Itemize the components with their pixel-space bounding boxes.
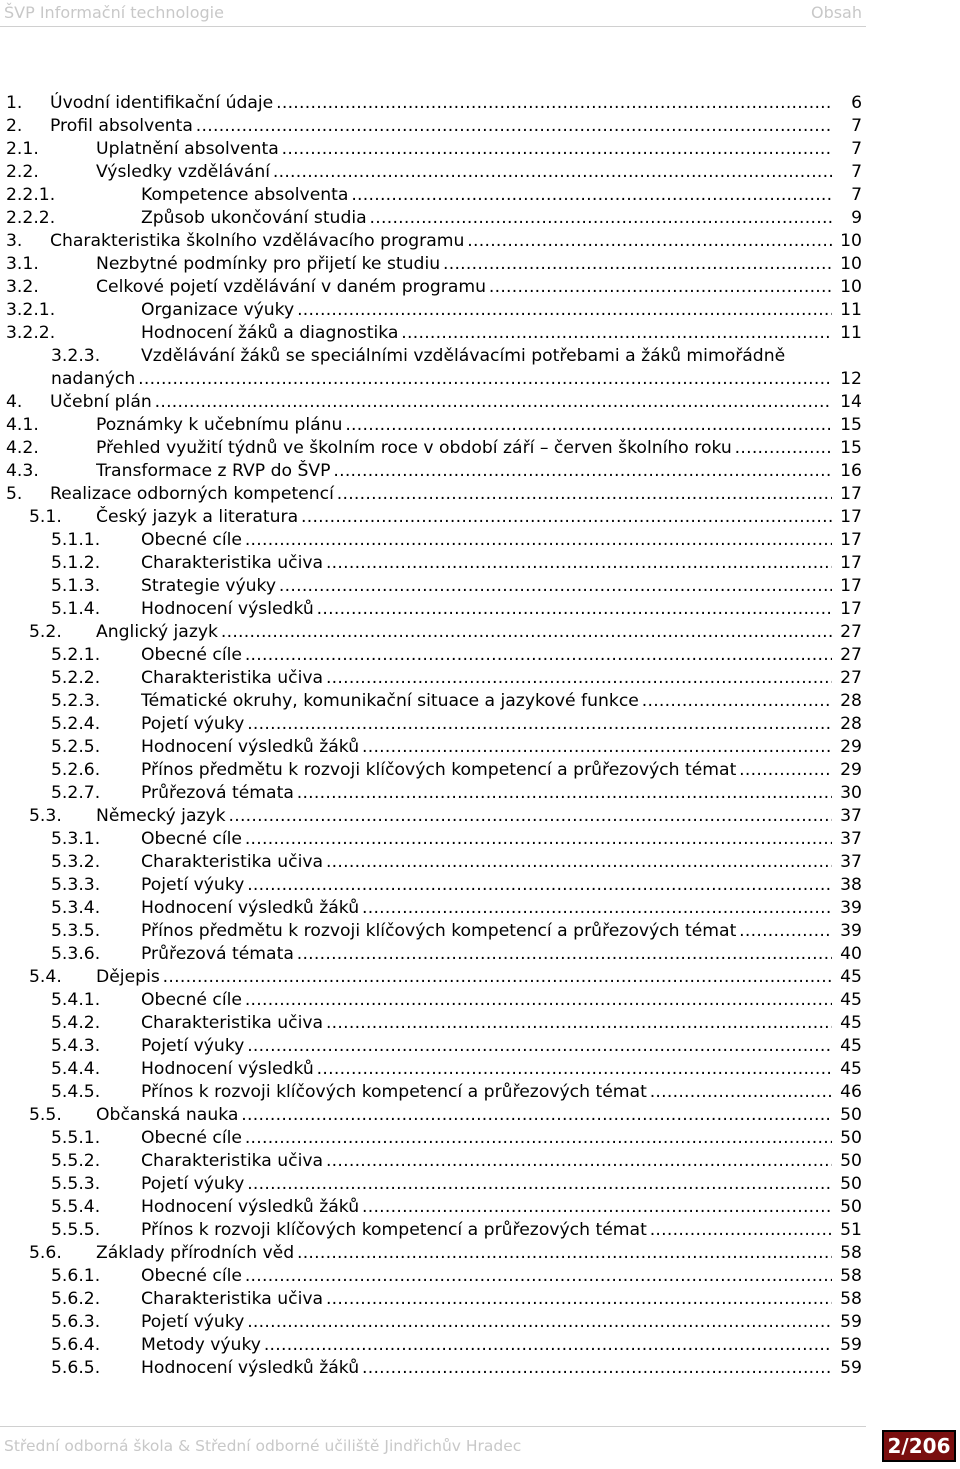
toc-entry-title: Hodnocení žáků a diagnostika . . . <box>141 322 832 345</box>
toc-entry-number: 5.5. <box>29 1105 62 1125</box>
toc-entry[interactable] <box>0 230 862 253</box>
toc-entry-page: 7 <box>847 161 862 184</box>
toc-entry[interactable] <box>0 1288 862 1311</box>
toc-entry[interactable] <box>0 437 862 460</box>
toc-entry-page: 17 <box>836 529 862 552</box>
toc-entry-number: 5.5.1. <box>51 1128 101 1148</box>
toc-entry-page: 38 <box>836 874 862 897</box>
toc-entry[interactable] <box>0 690 862 713</box>
toc-entry[interactable] <box>0 1081 862 1104</box>
toc-entry[interactable] <box>0 598 862 621</box>
toc-entry-title: Vzdělávání žáků se speciálními vzdělávacími potřebami a žáků mimořádně <box>141 346 786 366</box>
toc-entry-page: 40 <box>836 943 862 966</box>
toc-entry-number: 5.4.2. <box>51 1013 101 1033</box>
toc-entry-title: Přínos k rozvoji klíčových kompetencí a průřezových témat . . . <box>141 1081 832 1104</box>
toc-entry-page: 17 <box>836 506 862 529</box>
toc-entry-title: Občanská nauka . . . <box>96 1104 832 1127</box>
toc-entry-page: 7 <box>847 184 862 207</box>
toc-entry-title: Průřezová témata . . . <box>141 782 832 805</box>
page-counter: 2/206 <box>882 1430 956 1462</box>
toc-entry-page: 29 <box>836 736 862 759</box>
toc-entry[interactable] <box>0 1104 862 1127</box>
toc-entry[interactable] <box>0 483 862 506</box>
toc-entry-title: Úvodní identifikační údaje . . . <box>50 92 832 115</box>
toc-entry-page: 58 <box>836 1265 862 1288</box>
toc-entry[interactable] <box>0 782 862 805</box>
toc-entry-title: Uplatnění absolventa . . . <box>96 138 832 161</box>
toc-entry-title: Hodnocení výsledků žáků . . . <box>141 736 832 759</box>
toc-entry-title: Celkové pojetí vzdělávání v daném programu . . . <box>96 276 832 299</box>
toc-entry-title: Hodnocení výsledků žáků . . . <box>141 1196 832 1219</box>
toc-entry-title: Přínos předmětu k rozvoji klíčových kompetencí a průřezových témat . . . <box>141 920 832 943</box>
toc-entry-title: Způsob ukončování studia . . . <box>141 207 832 230</box>
toc-entry-number: 1. <box>6 93 23 113</box>
toc-entry[interactable] <box>0 1196 862 1219</box>
toc-entry[interactable] <box>0 506 862 529</box>
toc-entry-title: Obecné cíle . . . <box>141 1127 832 1150</box>
toc-entry-title: Charakteristika učiva . . . <box>141 552 832 575</box>
toc-entry-title: Charakteristika učiva . . . <box>141 667 832 690</box>
toc-entry-page: 7 <box>847 115 862 138</box>
toc-entry-number: 5. <box>6 484 23 504</box>
toc-entry-page: 39 <box>836 920 862 943</box>
toc-entry[interactable] <box>0 1334 862 1357</box>
toc-entry-number: 5.6.1. <box>51 1266 101 1286</box>
toc-entry-title: Tématické okruhy, komunikační situace a jazykové funkce . . . <box>141 690 832 713</box>
toc-entry-title: Hodnocení výsledků žáků . . . <box>141 897 832 920</box>
toc-entry-number: 5.2.4. <box>51 714 101 734</box>
toc-entry-title: Nezbytné podmínky pro přijetí ke studiu . . . <box>96 253 832 276</box>
toc-entry-number: 3.1. <box>6 254 39 274</box>
toc-entry-page: 50 <box>836 1127 862 1150</box>
toc-entry-number: 5.3. <box>29 806 62 826</box>
toc-entry-page: 51 <box>836 1219 862 1242</box>
toc-entry-number: 5.5.2. <box>51 1151 101 1171</box>
toc-entry[interactable] <box>0 1127 862 1150</box>
toc-entry-title: Charakteristika školního vzdělávacího programu . . . <box>50 230 832 253</box>
toc-entry-page: 10 <box>836 276 862 299</box>
toc-entry-page: 45 <box>836 966 862 989</box>
toc-entry-page: 39 <box>836 897 862 920</box>
toc-entry-number: 5.2.3. <box>51 691 101 711</box>
toc-entry-page: 16 <box>836 460 862 483</box>
toc-entry[interactable] <box>0 299 862 322</box>
toc-entry-number: 4. <box>6 392 23 412</box>
toc-entry-title: Anglický jazyk . . . <box>96 621 832 644</box>
toc-entry[interactable] <box>0 345 862 368</box>
toc-entry-title: Metody výuky . . . <box>141 1334 832 1357</box>
toc-entry-page: 29 <box>836 759 862 782</box>
toc-entry-number: 5.6.3. <box>51 1312 101 1332</box>
toc-entry[interactable] <box>0 1265 862 1288</box>
toc-entry[interactable] <box>0 138 862 161</box>
toc-entry-number: 5.4.5. <box>51 1082 101 1102</box>
toc-entry-title: Průřezová témata . . . <box>141 943 832 966</box>
toc-entry-number: 4.3. <box>6 461 39 481</box>
toc-entry-page: 50 <box>836 1196 862 1219</box>
toc-entry-title: Obecné cíle . . . <box>141 644 832 667</box>
toc-entry-number: 5.2.6. <box>51 760 101 780</box>
toc-entry-page: 27 <box>836 667 862 690</box>
toc-entry[interactable] <box>0 943 862 966</box>
toc-entry[interactable] <box>0 1173 862 1196</box>
toc-entry-number: 5.6. <box>29 1243 62 1263</box>
toc-entry[interactable] <box>0 1357 862 1380</box>
toc-entry[interactable] <box>0 1219 862 1242</box>
toc-entry-page: 45 <box>836 1012 862 1035</box>
toc-entry[interactable] <box>0 391 862 414</box>
toc-entry-number: 5.6.4. <box>51 1335 101 1355</box>
toc-entry-number: 5.3.1. <box>51 829 101 849</box>
toc-entry-title: Strategie výuky . . . <box>141 575 832 598</box>
toc-entry-title: Pojetí výuky . . . <box>141 1311 832 1334</box>
toc-entry-number: 2.2. <box>6 162 39 182</box>
toc-entry-number: 5.2. <box>29 622 62 642</box>
toc-entry-number: 4.1. <box>6 415 39 435</box>
toc-entry-page: 30 <box>836 782 862 805</box>
toc-entry[interactable] <box>0 828 862 851</box>
section-title: Obsah <box>810 3 862 22</box>
toc-entry[interactable] <box>0 805 862 828</box>
toc-entry-number: 5.1.4. <box>51 599 101 619</box>
toc-entry-number: 5.3.6. <box>51 944 101 964</box>
toc-entry[interactable] <box>0 851 862 874</box>
toc-entry-title: Přehled využití týdnů ve školním roce v období září – červen školního roku . . . <box>96 437 832 460</box>
toc-entry-number: 5.2.2. <box>51 668 101 688</box>
toc-entry[interactable] <box>0 207 862 230</box>
toc-entry-number: 5.1.3. <box>51 576 101 596</box>
toc-entry[interactable] <box>0 575 862 598</box>
toc-entry-page: 50 <box>836 1104 862 1127</box>
toc-entry-number: 5.5.5. <box>51 1220 101 1240</box>
toc-entry-title: Výsledky vzdělávání . . . <box>96 161 832 184</box>
toc-entry-title: Pojetí výuky . . . <box>141 713 832 736</box>
toc-entry-title: Organizace výuky . . . <box>141 299 832 322</box>
toc-entry[interactable] <box>0 966 862 989</box>
toc-entry-page: 6 <box>847 92 862 115</box>
toc-entry-page: 17 <box>836 575 862 598</box>
toc-entry-number: 5.2.5. <box>51 737 101 757</box>
toc-entry-title: Obecné cíle . . . <box>141 989 832 1012</box>
toc-entry[interactable] <box>0 897 862 920</box>
toc-entry-number: 4.2. <box>6 438 39 458</box>
toc-entry-page: 7 <box>847 138 862 161</box>
toc-entry-number: 5.6.5. <box>51 1358 101 1378</box>
toc-entry-page: 58 <box>836 1288 862 1311</box>
toc-entry-number: 2.2.1. <box>6 185 56 205</box>
toc-entry-page: 11 <box>836 299 862 322</box>
toc-entry-number: 5.3.5. <box>51 921 101 941</box>
toc-entry[interactable] <box>0 322 862 345</box>
toc-entry-page: 28 <box>836 690 862 713</box>
toc-entry-page: 46 <box>836 1081 862 1104</box>
toc-entry[interactable] <box>0 736 862 759</box>
toc-entry-title: Charakteristika učiva . . . <box>141 1150 832 1173</box>
toc-entry-page: 59 <box>836 1334 862 1357</box>
toc-entry-title: Německý jazyk . . . <box>96 805 832 828</box>
toc-entry-number: 5.6.2. <box>51 1289 101 1309</box>
toc-entry-page: 14 <box>836 391 862 414</box>
toc-entry[interactable] <box>0 1311 862 1334</box>
toc-entry-number: 2. <box>6 116 23 136</box>
toc-entry-page: 50 <box>836 1150 862 1173</box>
footer-school-name: Střední odborná škola & Střední odborné učiliště Jindřichův Hradec <box>4 1437 522 1455</box>
toc-entry-title: Obecné cíle . . . <box>141 529 832 552</box>
toc-entry-title: Dějepis . . . <box>96 966 832 989</box>
toc-entry-number: 5.1. <box>29 507 62 527</box>
toc-entry[interactable] <box>0 1242 862 1265</box>
toc-entry-title: Hodnocení výsledků . . . <box>141 1058 832 1081</box>
toc-entry-number: 2.2.2. <box>6 208 56 228</box>
toc-entry[interactable] <box>0 552 862 575</box>
toc-entry-number: 2.1. <box>6 139 39 159</box>
toc-entry-page: 45 <box>836 1035 862 1058</box>
toc-entry-page: 50 <box>836 1173 862 1196</box>
toc-entry-number: 5.4. <box>29 967 62 987</box>
toc-entry-page: 15 <box>836 437 862 460</box>
toc-entry-title: Pojetí výuky . . . <box>141 1173 832 1196</box>
toc-entry[interactable] <box>0 759 862 782</box>
toc-entry-title: Poznámky k učebnímu plánu . . . <box>96 414 832 437</box>
toc-entry-title: Obecné cíle . . . <box>141 828 832 851</box>
toc-entry-title: Pojetí výuky . . . <box>141 874 832 897</box>
toc-entry[interactable] <box>0 713 862 736</box>
toc-entry-page: 45 <box>836 989 862 1012</box>
toc-entry-title: Charakteristika učiva . . . <box>141 851 832 874</box>
toc-entry-title: Pojetí výuky . . . <box>141 1035 832 1058</box>
toc-entry-page: 27 <box>836 621 862 644</box>
toc-entry-number: 5.4.3. <box>51 1036 101 1056</box>
toc-entry[interactable] <box>0 161 862 184</box>
toc-entry-title: Kompetence absolventa . . . <box>141 184 832 207</box>
toc-entry[interactable] <box>0 1058 862 1081</box>
toc-entry[interactable] <box>0 92 862 115</box>
toc-entry-title: Učební plán . . . <box>50 391 832 414</box>
toc-entry-number: 3.2.3. <box>51 346 101 366</box>
toc-entry-page: 58 <box>836 1242 862 1265</box>
page-header <box>0 0 866 27</box>
toc-entry-title: Realizace odborných kompetencí . . . <box>50 483 832 506</box>
toc-entry-page: 12 <box>836 368 862 391</box>
document-title: ŠVP Informační technologie <box>4 3 224 22</box>
toc-entry-continuation[interactable] <box>0 368 862 391</box>
toc-entry-page: 28 <box>836 713 862 736</box>
toc-entry-page: 37 <box>836 851 862 874</box>
toc-entry-title: Obecné cíle . . . <box>141 1265 832 1288</box>
toc-entry-number: 5.3.4. <box>51 898 101 918</box>
toc-entry-number: 3. <box>6 231 23 251</box>
toc-entry[interactable] <box>0 989 862 1012</box>
table-of-contents <box>0 92 862 1380</box>
toc-entry-number: 5.4.1. <box>51 990 101 1010</box>
toc-entry-number: 5.1.1. <box>51 530 101 550</box>
toc-entry-page: 10 <box>836 230 862 253</box>
toc-entry-number: 5.3.2. <box>51 852 101 872</box>
footer-divider <box>0 1426 866 1427</box>
toc-entry-title: Profil absolventa . . . <box>50 115 832 138</box>
toc-entry-number: 5.5.3. <box>51 1174 101 1194</box>
toc-entry-title: Charakteristika učiva . . . <box>141 1288 832 1311</box>
toc-entry[interactable] <box>0 920 862 943</box>
toc-entry-title: Přínos k rozvoji klíčových kompetencí a průřezových témat . . . <box>141 1219 832 1242</box>
toc-entry[interactable] <box>0 529 862 552</box>
toc-entry-title: Hodnocení výsledků . . . <box>141 598 832 621</box>
toc-entry-number: 5.4.4. <box>51 1059 101 1079</box>
toc-entry-number: 3.2. <box>6 277 39 297</box>
toc-entry-title: Základy přírodních věd . . . <box>96 1242 832 1265</box>
toc-entry-page: 59 <box>836 1311 862 1334</box>
toc-entry-title: Transformace z RVP do ŠVP . . . <box>96 460 832 483</box>
toc-entry-page: 10 <box>836 253 862 276</box>
toc-entry[interactable] <box>0 414 862 437</box>
toc-entry-title: Charakteristika učiva . . . <box>141 1012 832 1035</box>
toc-entry-page: 9 <box>847 207 862 230</box>
toc-entry-page: 17 <box>836 483 862 506</box>
toc-entry-number: 5.3.3. <box>51 875 101 895</box>
toc-entry-number: 5.2.7. <box>51 783 101 803</box>
toc-entry-page: 45 <box>836 1058 862 1081</box>
toc-entry[interactable] <box>0 621 862 644</box>
toc-entry-page: 17 <box>836 598 862 621</box>
toc-entry-page: 17 <box>836 552 862 575</box>
toc-entry-page: 59 <box>836 1357 862 1380</box>
toc-entry-title: nadaných . . . <box>51 368 832 391</box>
toc-entry[interactable] <box>0 1035 862 1058</box>
toc-entry-number: 5.1.2. <box>51 553 101 573</box>
toc-entry[interactable] <box>0 276 862 299</box>
toc-entry[interactable] <box>0 1012 862 1035</box>
toc-entry-number: 3.2.1. <box>6 300 56 320</box>
toc-entry-title: Hodnocení výsledků žáků . . . <box>141 1357 832 1380</box>
toc-entry-page: 15 <box>836 414 862 437</box>
toc-entry-number: 3.2.2. <box>6 323 56 343</box>
toc-entry[interactable] <box>0 667 862 690</box>
toc-entry-page: 37 <box>836 805 862 828</box>
toc-entry-page: 11 <box>836 322 862 345</box>
toc-entry-page: 27 <box>836 644 862 667</box>
toc-entry[interactable] <box>0 460 862 483</box>
toc-entry[interactable] <box>0 115 862 138</box>
toc-entry[interactable] <box>0 1150 862 1173</box>
toc-entry[interactable] <box>0 253 862 276</box>
toc-entry-number: 5.5.4. <box>51 1197 101 1217</box>
toc-entry[interactable] <box>0 184 862 207</box>
toc-entry[interactable] <box>0 874 862 897</box>
toc-entry[interactable] <box>0 644 862 667</box>
toc-entry-page: 37 <box>836 828 862 851</box>
toc-entry-number: 5.2.1. <box>51 645 101 665</box>
toc-entry-title: Český jazyk a literatura . . . <box>96 506 832 529</box>
toc-entry-title: Přínos předmětu k rozvoji klíčových kompetencí a průřezových témat . . . <box>141 759 832 782</box>
